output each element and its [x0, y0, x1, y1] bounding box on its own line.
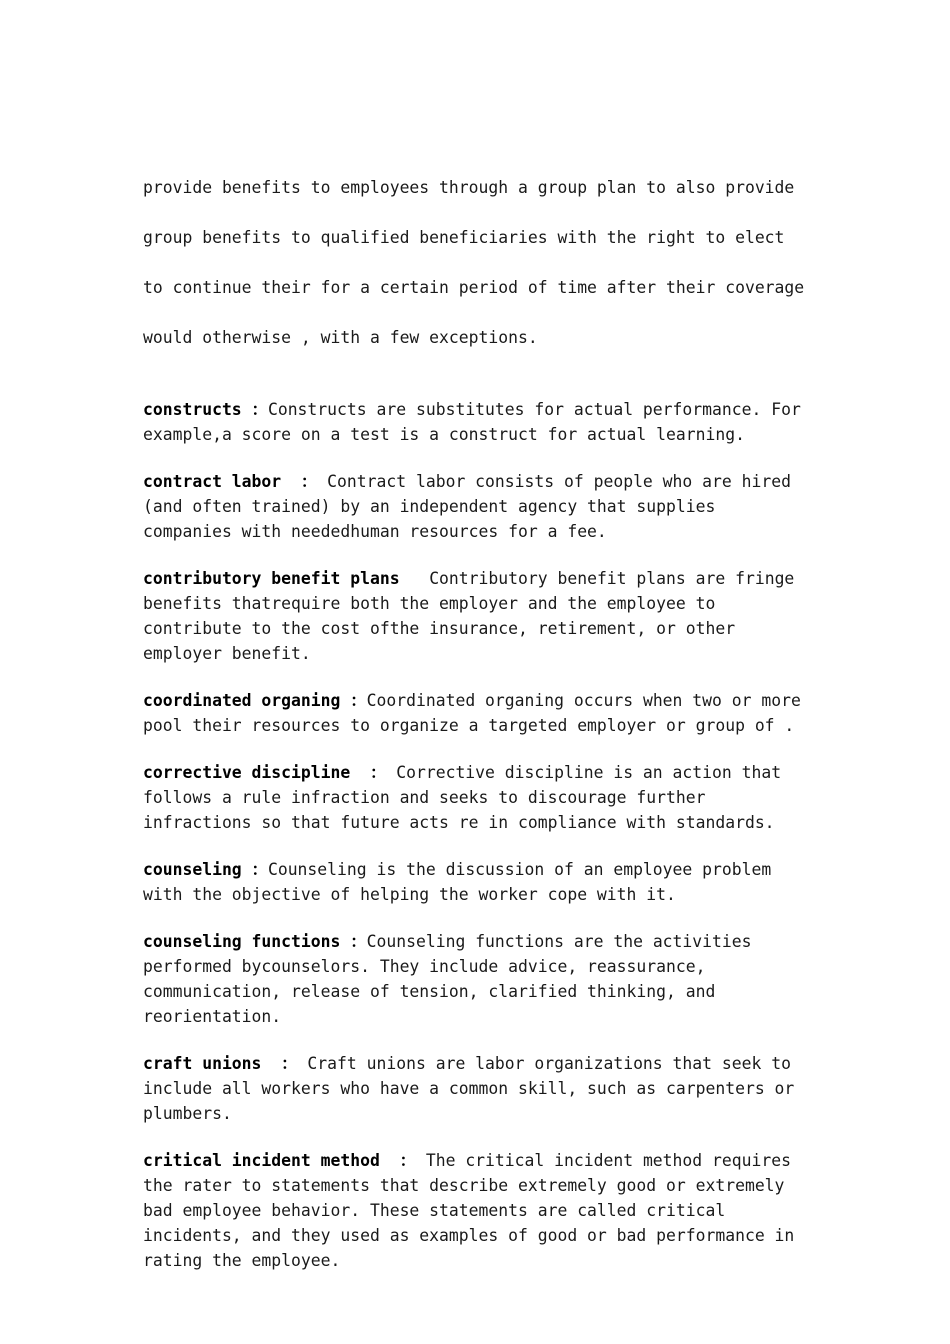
glossary-term: corrective discipline: [143, 763, 351, 782]
glossary-entry: [143, 469, 803, 544]
term-separator: ：: [241, 860, 268, 879]
term-separator: ：: [379, 1151, 426, 1170]
definition-line: benefits thatrequire both the employer and the employee to: [143, 594, 716, 613]
entry-first-line: [143, 566, 803, 591]
glossary-term: contributory benefit plans: [143, 569, 400, 588]
entry-first-line: [143, 397, 803, 422]
glossary-term: counseling functions: [143, 932, 341, 951]
glossary-entry: [143, 688, 803, 738]
entry-first-line: [143, 469, 803, 494]
glossary-entry: [143, 1051, 803, 1126]
definition-line: rating the employee.: [143, 1251, 341, 1270]
entry-first-line: [143, 1148, 803, 1173]
term-separator: ：: [281, 472, 328, 491]
glossary-term: contract labor: [143, 472, 282, 491]
glossary-entry: [143, 857, 803, 907]
definition-line: infractions so that future acts re in compliance with standards.: [143, 813, 775, 832]
glossary-entry: [143, 760, 803, 835]
glossary-term: constructs: [143, 400, 242, 419]
entry-first-line: [143, 1051, 803, 1076]
definition-line: bad employee behavior. These statements are called critical: [143, 1201, 726, 1220]
definition-line: (and often trained) by an independent agency that supplies: [143, 497, 716, 516]
definition-text: Counseling functions are the activities: [366, 932, 752, 951]
document-page: [143, 150, 803, 1295]
glossary-term: counseling: [143, 860, 242, 879]
text-line: would otherwise , with a few exceptions.: [143, 328, 538, 347]
term-separator: [400, 569, 430, 588]
definition-line: follows a rule infraction and seeks to discourage further: [143, 788, 706, 807]
definition-line: with the objective of helping the worker cope with it.: [143, 885, 676, 904]
glossary-term: craft unions: [143, 1054, 262, 1073]
term-separator: ：: [340, 691, 367, 710]
definition-line: the rater to statements that describe extremely good or extremely: [143, 1176, 785, 1195]
definition-line: employer benefit.: [143, 644, 311, 663]
entry-first-line: [143, 929, 803, 954]
definition-line: companies with neededhuman resources for a fee.: [143, 522, 607, 541]
text-line: provide benefits to employees through a group plan to also provide: [143, 178, 795, 197]
entry-first-line: [143, 688, 803, 713]
definition-text: Corrective discipline is an action that: [396, 763, 782, 782]
definition-text: Counseling is the discussion of an employee problem: [267, 860, 772, 879]
glossary-entry: [143, 397, 803, 447]
definition-text: Contract labor consists of people who are hired: [327, 472, 791, 491]
definition-text: Contributory benefit plans are fringe: [429, 569, 795, 588]
definition-line: reorientation.: [143, 1007, 282, 1026]
definition-text: Craft unions are labor organizations that seek to: [307, 1054, 791, 1073]
definition-line: contribute to the cost ofthe insurance, retirement, or other: [143, 619, 736, 638]
entry-first-line: [143, 760, 803, 785]
text-line: group benefits to qualified beneficiaries with the right to elect: [143, 228, 785, 247]
glossary-entry: [143, 929, 803, 1029]
intro-paragraph: [143, 150, 803, 375]
term-separator: ：: [261, 1054, 308, 1073]
definition-line: pool their resources to organize a targeted employer or group of .: [143, 716, 795, 735]
definition-text: Constructs are substitutes for actual performance. For: [267, 400, 801, 419]
text-line: to continue their for a certain period of time after their coverage: [143, 278, 805, 297]
glossary-entry: [143, 1148, 803, 1273]
definition-line: include all workers who have a common skill, such as carpenters or: [143, 1079, 795, 1098]
definition-line: incidents, and they used as examples of good or bad performance in: [143, 1226, 795, 1245]
term-separator: ：: [241, 400, 268, 419]
term-separator: ：: [350, 763, 397, 782]
term-separator: ：: [340, 932, 367, 951]
definition-line: communication, release of tension, clarified thinking, and: [143, 982, 716, 1001]
definition-line: performed bycounselors. They include advice, reassurance,: [143, 957, 706, 976]
glossary-entries: [143, 397, 803, 1273]
glossary-term: coordinated organing: [143, 691, 341, 710]
definition-text: Coordinated organing occurs when two or more: [366, 691, 801, 710]
glossary-entry: [143, 566, 803, 666]
glossary-term: critical incident method: [143, 1151, 380, 1170]
definition-text: The critical incident method requires: [425, 1151, 791, 1170]
definition-line: example,a score on a test is a construct for actual learning.: [143, 425, 745, 444]
entry-first-line: [143, 857, 803, 882]
definition-line: plumbers.: [143, 1104, 232, 1123]
